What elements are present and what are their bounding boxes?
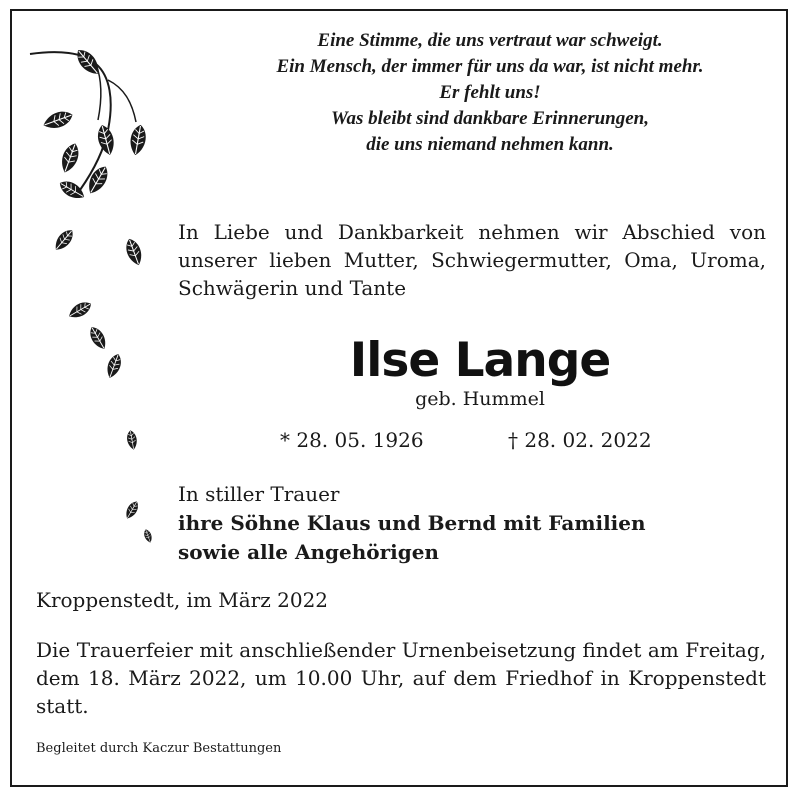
mourners-sons: ihre Söhne Klaus und Bernd mit Familien xyxy=(178,511,646,535)
mourners-relatives: sowie alle Angehörigen xyxy=(178,540,439,564)
death-date: † 28. 02. 2022 xyxy=(508,428,652,452)
mourners-block xyxy=(178,480,778,567)
place-and-date: Kroppenstedt, im März 2022 xyxy=(36,588,329,612)
memorial-poem xyxy=(180,28,800,158)
poem-line: Er fehlt uns! xyxy=(439,82,541,103)
mourners-heading: In stiller Trauer xyxy=(178,482,340,506)
poem-line: Eine Stimme, die uns vertraut war schweigt. xyxy=(317,30,663,51)
falling-leaves-branch-icon xyxy=(28,40,178,560)
birth-date: * 28. 05. 1926 xyxy=(280,428,424,452)
maiden-name: geb. Hummel xyxy=(415,388,545,410)
undertaker-credit: Begleitet durch Kaczur Bestattungen xyxy=(36,741,282,756)
poem-line: die uns niemand nehmen kann. xyxy=(366,134,614,155)
farewell-intro: In Liebe und Dankbarkeit nehmen wir Abschied von unserer lieben Mutter, Schwiegermutter, Oma, Uroma, Schwägerin und Tante xyxy=(178,220,766,300)
deceased-name: Ilse Lange xyxy=(349,333,611,388)
poem-line: Ein Mensch, der immer für uns da war, ist nicht mehr. xyxy=(276,56,704,77)
funeral-service-info: Die Trauerfeier mit anschließender Urnenbeisetzung findet am Freitag, dem 18. März 2022, um 10.00 Uhr, auf dem Friedhof in Kroppenstedt statt. xyxy=(36,638,766,718)
poem-line: Was bleibt sind dankbare Erinnerungen, xyxy=(331,108,649,129)
